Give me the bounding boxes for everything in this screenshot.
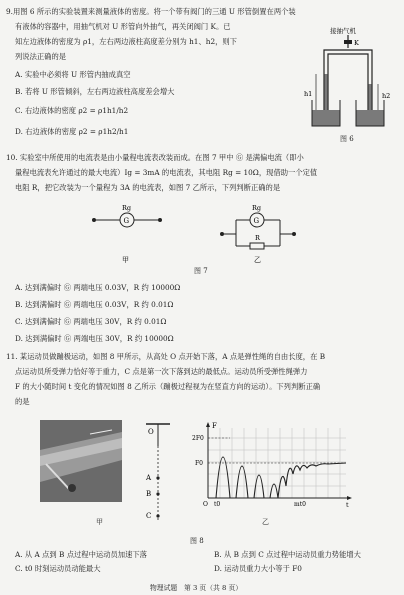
- fig8-sub-a: 甲: [96, 518, 103, 526]
- graph-x-tick-o: O: [203, 501, 208, 508]
- q9-line-3: 知左边液体的密度为 ρ1，左右两边液柱高度差分别为 h1、h2，则下: [15, 37, 237, 46]
- graph-y-label: F: [212, 422, 217, 430]
- q11-line-4: 的是: [15, 397, 30, 406]
- galvanometer-b-symbol: G: [253, 217, 260, 225]
- fall-points-diagram: [140, 420, 180, 528]
- q11-option-a: A. 从 A 点到 B 点过程中运动员加速下落: [15, 550, 147, 559]
- q11-option-c: C. t0 时刻运动员动能最大: [15, 564, 101, 573]
- point-o-label: O: [148, 428, 154, 436]
- q10-option-b: B. 达到满偏时 Ⓖ 两端电压 0.03V，R 约 0.01Ω: [15, 300, 174, 309]
- force-time-graph: [190, 418, 360, 510]
- q11-line-3: F 的大小随时间 t 变化的情况如图 8 乙所示（蹦极过程视为在竖直方向的运动）。下列判断正确: [15, 382, 321, 391]
- rg-label-a: Rg: [122, 204, 132, 212]
- q10-line-2: 量程电流表允许通过的最大电流）Ig = 3mA 的电流表，其电阻 Rg = 10Ω，现借助一个定值: [15, 168, 318, 177]
- graph-x-tick-t0: t0: [214, 501, 221, 508]
- q10-option-c: C. 达到满偏时 Ⓖ 两端电压 30V，R 约 0.01Ω: [15, 317, 167, 326]
- point-a-label: A: [146, 474, 152, 482]
- q9-option-b: B. 若将 U 形管倾斜，左右两边液柱高度差会增大: [15, 87, 175, 96]
- resistor-r-icon: [250, 243, 264, 249]
- figure-7-caption: 图 7: [194, 267, 208, 275]
- point-b-label: B: [146, 490, 152, 498]
- galvanometer-a-symbol: G: [123, 217, 130, 225]
- graph-y-tick-f0: F0: [195, 460, 203, 467]
- graph-x-axis-t: t: [346, 501, 349, 509]
- figure-6-apparatus: [302, 26, 394, 132]
- q10-option-a: A. 达到满偏时 Ⓖ 两端电压 0.03V，R 约 10000Ω: [15, 283, 181, 292]
- q11-option-d: D. 运动员重力大小等于 F0: [214, 564, 302, 573]
- h1-label: h1: [304, 90, 313, 98]
- pump-label: 接抽气机: [330, 27, 356, 35]
- graph-x-tick-mt0: mt0: [294, 501, 306, 508]
- fig8-sub-b: 乙: [262, 518, 269, 526]
- page-footer: 物理试题 第 3 页（共 8 页）: [150, 584, 243, 592]
- graph-y-tick-2f0: 2F0: [192, 435, 204, 442]
- figure-8-caption: 图 8: [190, 537, 204, 545]
- q11-line-2: 点运动员所受弹力恰好等于重力，C 点是第一次下落到达的最低点。运动员所受弹性绳弹力: [15, 367, 308, 376]
- q11-line-1: 11. 某运动员做蹦极运动，如图 8 甲所示，从高处 O 点开始下落，A 点是弹性绳的自由长度，在 B: [6, 352, 326, 361]
- q9-option-d: D. 右边液体的密度 ρ2 = ρ1h2/h1: [15, 127, 129, 136]
- q9-option-c: C. 右边液体的密度 ρ2 = ρ1h1/h2: [15, 106, 129, 115]
- q9-line-2: 有液体的容器中，用抽气机对 U 形管向外抽气，再关闭阀门 K。已: [15, 22, 231, 31]
- rg-label-b: Rg: [252, 204, 262, 212]
- q10-line-1: 10. 实验室中所使用的电流表是由小量程电流表改装而成。在图 7 甲中 Ⓖ 是满偏电流（即小: [6, 153, 304, 162]
- q9-line-1: 9.用图 6 所示的实验装置来测量液体的密度。将一个带有阀门的三通 U 形管倒置在两个装: [6, 7, 296, 16]
- q9-line-4: 列说法正确的是: [15, 52, 67, 61]
- fig7-sub-a: 甲: [122, 256, 129, 264]
- valve-k-icon: [344, 40, 352, 44]
- q10-line-3: 电阻 R，把它改装为一个量程为 3A 的电流表，如图 7 乙所示，下列判断正确的是: [15, 183, 281, 192]
- r-label: R: [255, 234, 260, 242]
- bungee-photo: [40, 420, 122, 502]
- h2-label: h2: [382, 92, 391, 100]
- figure-7-circuits: [90, 200, 320, 274]
- q9-option-a: A. 实验中必须将 U 形管内抽成真空: [15, 70, 131, 79]
- valve-k-label: K: [354, 39, 359, 47]
- figure-6-caption: 图 6: [340, 135, 354, 143]
- fig7-sub-b: 乙: [254, 256, 261, 264]
- q11-option-b: B. 从 B 点到 C 点过程中运动员重力势能增大: [214, 550, 361, 559]
- q10-option-d: D. 达到满偏时 Ⓖ 两端电压 30V，R 约 10000Ω: [15, 334, 174, 343]
- point-c-label: C: [146, 512, 152, 520]
